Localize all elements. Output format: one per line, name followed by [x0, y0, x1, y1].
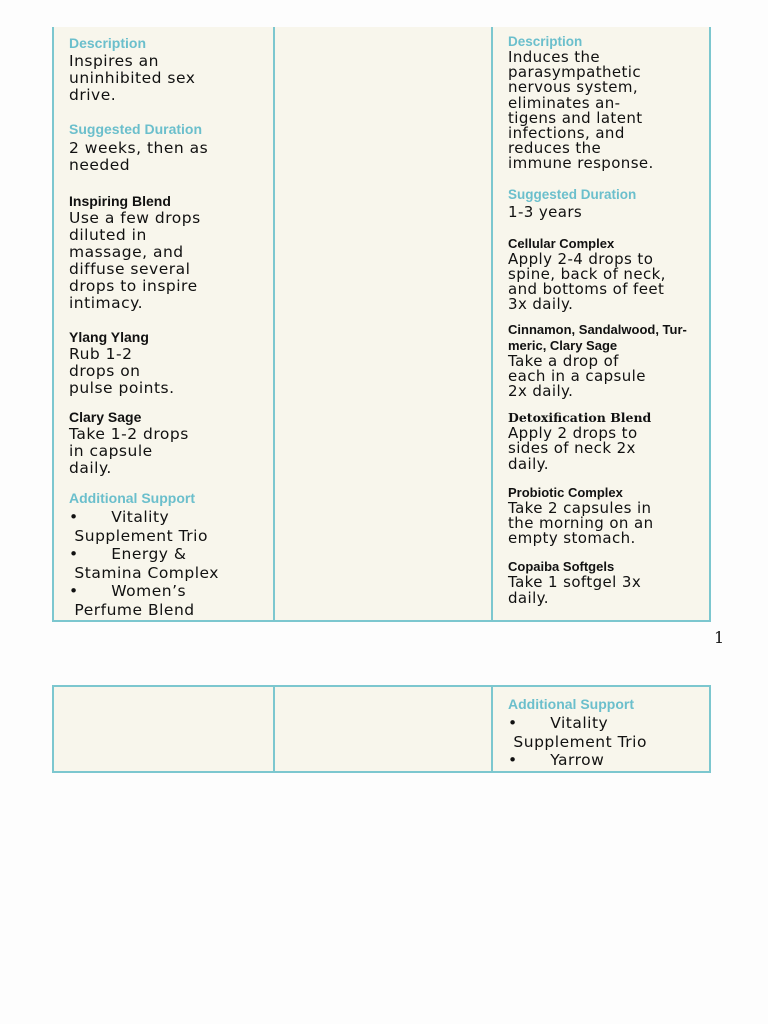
text-line: in capsule — [69, 442, 153, 460]
additional-support-list — [69, 508, 273, 619]
detoxification-blend-text — [508, 426, 703, 472]
heading-line: meric, Clary Sage — [508, 337, 618, 353]
text-line: empty stomach. — [508, 529, 636, 548]
left-column — [54, 27, 273, 620]
text-line: spine, back of neck, — [508, 265, 666, 284]
text-line: the morning on an — [508, 514, 654, 533]
text-line: Apply 2 drops to — [508, 424, 638, 443]
ylang-ylang-heading: Ylang Ylang — [69, 329, 149, 345]
text-line: Take 1-2 drops — [69, 425, 189, 443]
text-line: Take 1 softgel 3x — [508, 573, 642, 592]
text-line: daily. — [508, 454, 549, 473]
ylang-ylang-text — [69, 346, 273, 397]
text-line: nervous system, — [508, 78, 639, 97]
text-line: diluted in — [69, 226, 147, 244]
list-item: Supplement Trio — [508, 732, 647, 751]
text-line: Take 2 capsules in — [508, 498, 652, 517]
duration-heading: Suggested Duration — [508, 186, 637, 202]
text-line: Rub 1-2 — [69, 345, 133, 363]
list-item: • Women’s — [69, 582, 187, 600]
text-line: infections, and — [508, 124, 625, 143]
additional-support-heading: Additional Support — [508, 696, 634, 712]
description-heading: Description — [508, 34, 583, 49]
inspiring-blend-heading: Inspiring Blend — [69, 193, 171, 209]
text-line: Use a few drops — [69, 209, 201, 227]
inspiring-blend-text — [69, 210, 273, 312]
duration-text — [69, 140, 273, 174]
cellular-complex-heading: Cellular Complex — [508, 235, 615, 251]
left-column — [54, 687, 273, 771]
text-line: Inspires an — [69, 52, 160, 70]
copaiba-softgels-heading: Copaiba Softgels — [508, 559, 615, 575]
brochure-table-bottom — [52, 685, 711, 773]
description-text — [69, 53, 273, 104]
copaiba-softgels-text — [508, 575, 703, 605]
text-line: needed — [69, 156, 131, 174]
additional-support-heading: Additional Support — [69, 490, 195, 506]
text-line: Take a drop of — [508, 351, 619, 370]
probiotic-complex-heading: Probiotic Complex — [508, 484, 623, 500]
text-line: 2 weeks, then as — [69, 139, 209, 157]
additional-support-list — [508, 714, 703, 770]
text-line: and bottoms of feet — [508, 280, 665, 299]
cinnamon-blend-text — [508, 351, 703, 401]
clary-sage-heading: Clary Sage — [69, 409, 142, 425]
list-item: • Yarrow — [508, 751, 605, 769]
text-line: massage, and — [69, 243, 184, 261]
clary-sage-text — [69, 426, 273, 477]
duration-text — [508, 202, 703, 221]
right-column — [493, 687, 709, 771]
list-item: Stamina Complex — [69, 563, 219, 582]
text-line: 2x daily. — [508, 382, 574, 401]
text-line: each in a capsule — [508, 366, 646, 385]
text-line: drops to inspire — [69, 277, 198, 295]
text-line: 1-3 years — [508, 202, 583, 221]
text-line: intimacy. — [69, 294, 144, 312]
text-line: daily. — [508, 588, 549, 607]
text-line: diffuse several — [69, 260, 191, 278]
text-line: drive. — [69, 86, 117, 104]
duration-heading: Suggested Duration — [69, 121, 203, 137]
text-line: tigens and latent — [508, 108, 643, 127]
text-line: immune response. — [508, 154, 654, 173]
list-item: Perfume Blend — [69, 600, 195, 619]
list-item: • Energy & — [69, 545, 187, 563]
middle-column — [273, 27, 493, 620]
middle-column — [273, 687, 493, 771]
text-line: drops on — [69, 362, 141, 380]
list-item: Supplement Trio — [69, 526, 208, 545]
text-line: eliminates an- — [508, 93, 621, 112]
cinnamon-blend-heading — [508, 322, 703, 354]
text-line: reduces the — [508, 139, 602, 158]
text-line: Induces the — [508, 48, 601, 66]
text-line: daily. — [69, 459, 112, 477]
text-line: parasympathetic — [508, 63, 642, 82]
description-heading: Description — [69, 35, 147, 51]
right-column — [493, 27, 709, 620]
page-number: 1 — [714, 628, 725, 647]
text-line: 3x daily. — [508, 295, 574, 314]
heading-line: Cinnamon, Sandalwood, Tur- — [508, 321, 687, 337]
text-line: pulse points. — [69, 379, 175, 397]
text-line: Apply 2-4 drops to — [508, 249, 654, 268]
text-line: uninhibited sex — [69, 69, 196, 87]
description-text — [508, 50, 703, 172]
detoxification-blend-heading: Detoxification Blend — [508, 410, 652, 426]
text-line: sides of neck 2x — [508, 439, 636, 458]
cellular-complex-text — [508, 249, 703, 314]
probiotic-complex-text — [508, 498, 703, 548]
brochure-table-top — [52, 27, 711, 622]
list-item: • Vitality — [69, 508, 170, 526]
list-item: • Vitality — [508, 714, 609, 732]
